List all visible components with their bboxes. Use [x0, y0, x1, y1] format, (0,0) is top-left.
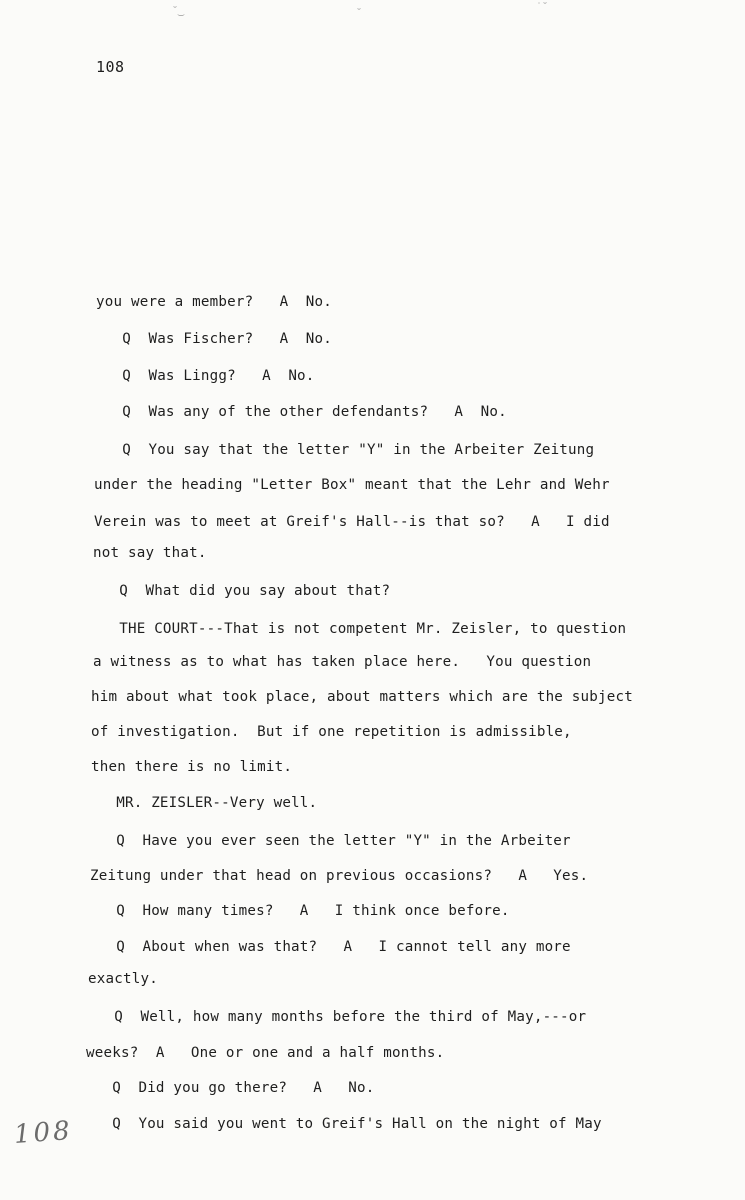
text-line: exactly.	[88, 971, 158, 987]
text-line: MR. ZEISLER--Very well.	[90, 795, 318, 811]
text-line: Q How many times? A I think once before.	[90, 903, 510, 919]
text-line: a witness as to what has taken place here. You question	[93, 654, 592, 670]
text-line: Verein was to meet at Greif's Hall--is that so? A I did	[94, 514, 610, 530]
text-line: under the heading "Letter Box" meant that the Lehr and Wehr	[94, 477, 610, 493]
text-line: Q Well, how many months before the third of May,---or	[88, 1009, 587, 1025]
text-line: him about what took place, about matters which are the subject	[91, 689, 633, 705]
text-line: Q Have you ever seen the letter "Y" in the Arbeiter	[90, 833, 571, 849]
page-number: 108	[96, 58, 125, 76]
text-line: then there is no limit.	[91, 759, 293, 775]
text-line: you were a member? A No.	[96, 294, 333, 310]
text-line: Zeitung under that head on previous occasions? A Yes.	[90, 868, 589, 884]
text-line: Q Was Lingg? A No.	[96, 368, 315, 384]
text-line: Q Was Fischer? A No.	[96, 331, 333, 347]
text-line: Q You said you went to Greif's Hall on the night of May	[86, 1116, 602, 1132]
text-line: Q You say that the letter "Y" in the Arbeiter Zeitung	[96, 442, 595, 458]
ink-smudge: ˘‿	[172, 6, 185, 17]
text-line: Q About when was that? A I cannot tell any more	[90, 939, 571, 955]
ink-smudge: ˘	[356, 8, 363, 19]
text-line: Q Was any of the other defendants? A No.	[96, 404, 507, 420]
handwritten-page-number: 108	[13, 1115, 74, 1151]
text-line: weeks? A One or one and a half months.	[86, 1045, 445, 1061]
text-line: Q Did you go there? A No.	[86, 1080, 375, 1096]
ink-smudge: ˙˘	[536, 2, 549, 13]
text-line: Q What did you say about that?	[93, 583, 391, 599]
text-line: of investigation. But if one repetition is admissible,	[91, 724, 572, 740]
text-line: THE COURT---That is not competent Mr. Zeisler, to question	[93, 621, 627, 637]
text-line: not say that.	[93, 545, 207, 561]
